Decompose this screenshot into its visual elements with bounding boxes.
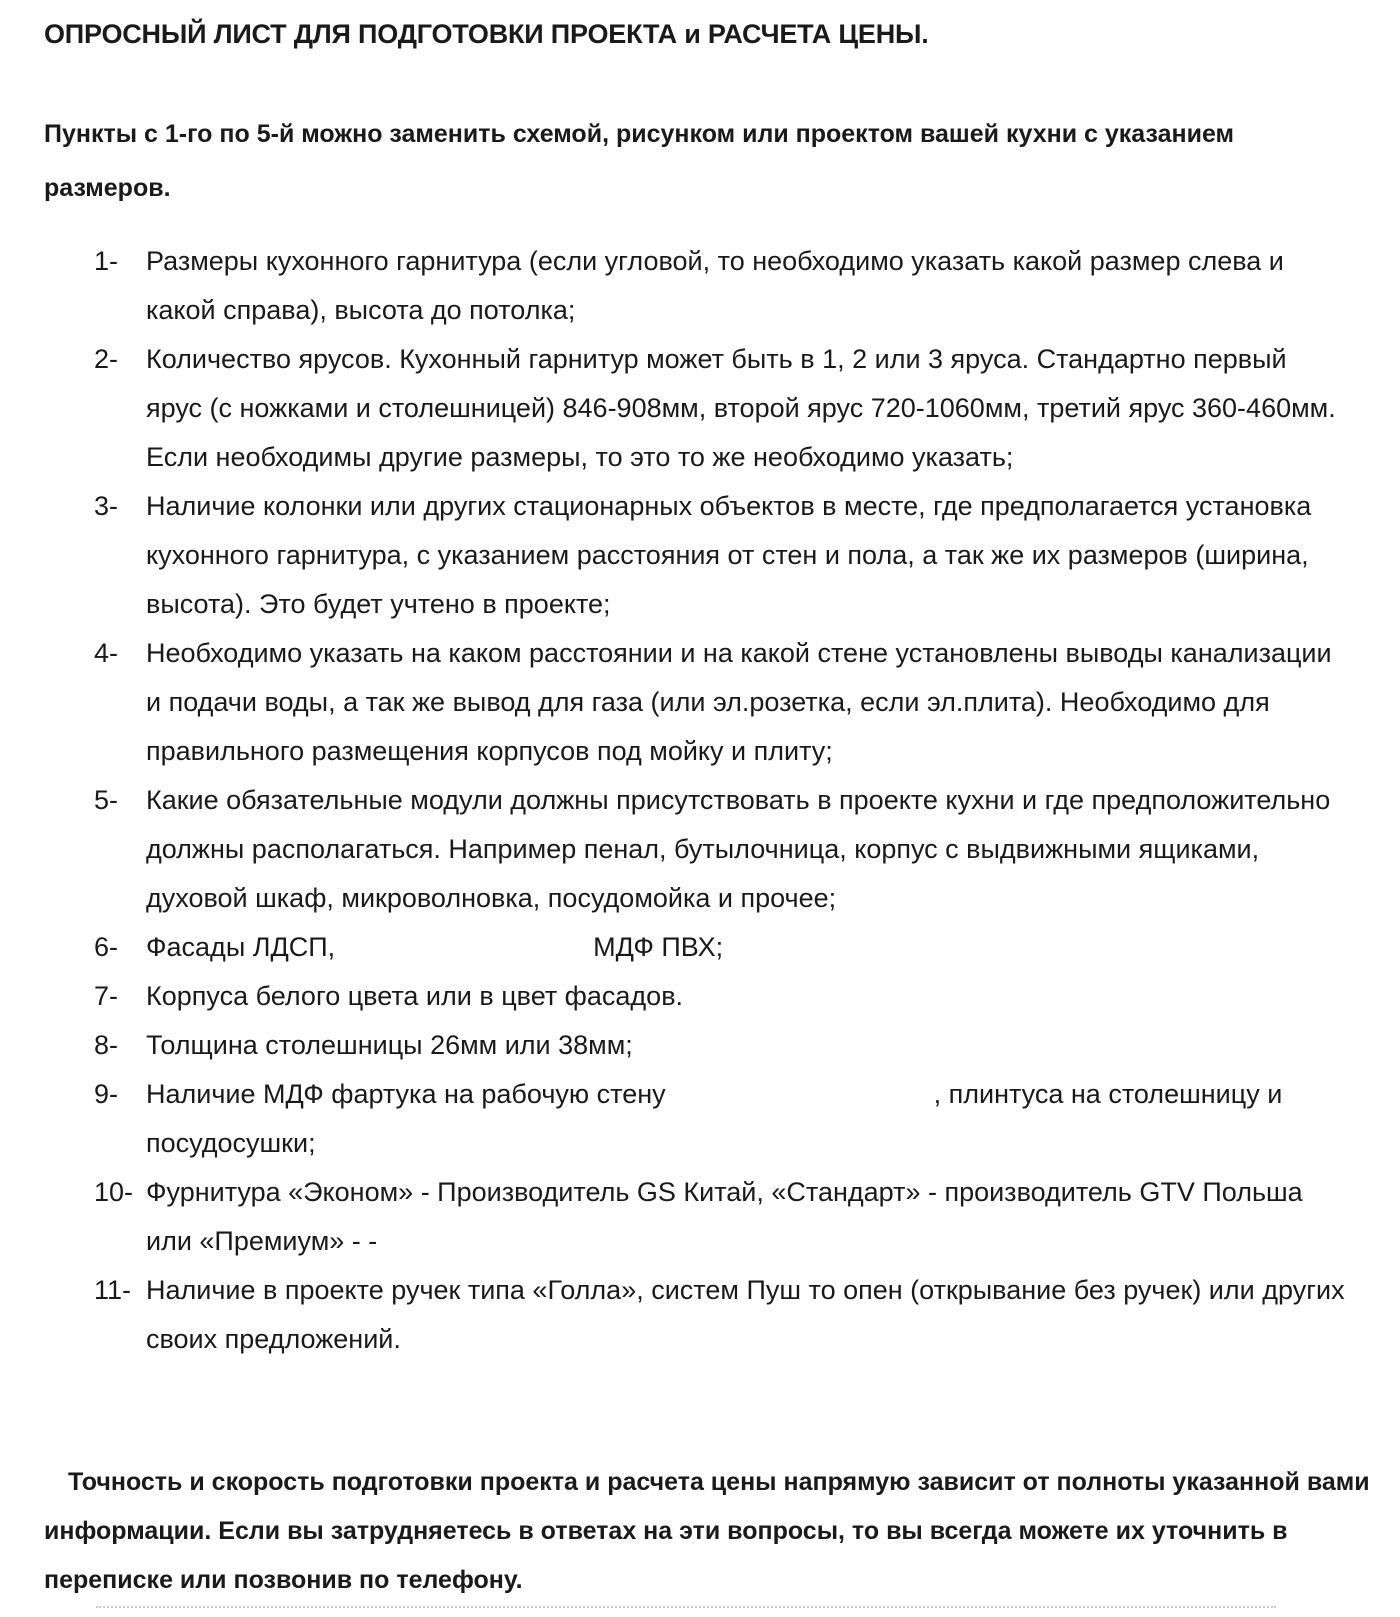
item-text-facades-mdf: МДФ ПВХ; <box>593 932 724 962</box>
item-number: 6- <box>94 932 119 962</box>
item-text: Корпуса белого цвета или в цвет фасадов. <box>146 981 684 1011</box>
item-text-facades-ldsp: Фасады ЛДСП, <box>146 932 336 962</box>
item-text: Количество ярусов. Кухонный гарнитур может быть в 1, 2 или 3 яруса. Стандартно первый ярус (с ножками и столешницей) 846-908мм, второй ярус 720-1060мм, третий ярус 360-460мм. Если необходимы другие размеры, то это то же необходимо указать; <box>146 344 1336 472</box>
list-item <box>0 237 1346 335</box>
item-text: Размеры кухонного гарнитура (если угловой, то необходимо указать какой размер слева и какой справа), высота до потолка; <box>146 246 1284 325</box>
list-item <box>0 1168 1346 1266</box>
list-item <box>0 335 1346 482</box>
item-number: 5- <box>94 785 119 815</box>
list-item <box>0 482 1346 629</box>
list-item <box>0 776 1346 923</box>
item-number: 8- <box>94 1030 119 1060</box>
item-number: 2- <box>94 344 119 374</box>
list-item <box>0 1021 1346 1070</box>
list-item <box>0 972 1346 1021</box>
item-number: 3- <box>94 491 119 521</box>
item-number: 10- <box>94 1177 134 1207</box>
question-list <box>0 237 1400 1364</box>
intro-paragraph: Пункты с 1-го по 5-й можно заменить схемой, рисунком или проектом вашей кухни с указанием размеров. <box>44 120 1235 202</box>
item-text: Какие обязательные модули должны присутствовать в проекте кухни и где предположительно должны располагаться. Например пенал, бутылочница, корпус с выдвижными ящиками, духовой шкаф, микроволновка, посудомойка и прочее; <box>146 785 1331 913</box>
item-text: Наличие в проекте ручек типа «Голла», систем Пуш то опен (открывание без ручек) или других своих предложений. <box>146 1275 1345 1354</box>
cut-off-line <box>96 1606 1276 1610</box>
item-number: 7- <box>94 981 119 1011</box>
item-number: 9- <box>94 1079 119 1109</box>
item-text: Толщина столешницы 26мм или 38мм; <box>146 1030 633 1060</box>
closing-paragraph: Точность и скорость подготовки проекта и расчета цены напрямую зависит от полноты указанной вами информации. Если вы затрудняетесь в ответах на эти вопросы, то вы всегда можете их уточнить в переписке или позвонив по телефону. <box>44 1468 1370 1594</box>
item-text: Наличие колонки или других стационарных объектов в месте, где предполагается установка кухонного гарнитура, с указанием расстояния от стен и пола, а так же их размеров (ширина, высота). Это будет учтено в проекте; <box>146 491 1312 619</box>
item-text: Фурнитура «Эконом» - Производитель GS Китай, «Стандарт» - производитель GTV Польша или «Премиум» - - <box>146 1177 1303 1256</box>
item-text-apron: Наличие МДФ фартука на рабочую стену <box>146 1079 666 1109</box>
item-text-plinth: , плинтуса на столешницу и посудосушки; <box>146 1079 1283 1158</box>
item-number: 4- <box>94 638 119 668</box>
item-number: 11- <box>94 1275 132 1305</box>
document-title: ОПРОСНЫЙ ЛИСТ ДЛЯ ПОДГОТОВКИ ПРОЕКТА и РАСЧЕТА ЦЕНЫ. <box>44 19 929 49</box>
item-number: 1- <box>94 246 119 276</box>
item-text: Необходимо указать на каком расстоянии и на какой стене установлены выводы канализации и подачи воды, а так же вывод для газа (или эл.розетка, если эл.плита). Необходимо для правильного размещения корпусов под мойку и плиту; <box>146 638 1332 766</box>
list-item <box>0 629 1346 776</box>
list-item <box>0 1266 1346 1364</box>
list-item <box>0 923 1346 972</box>
list-item <box>0 1070 1346 1168</box>
